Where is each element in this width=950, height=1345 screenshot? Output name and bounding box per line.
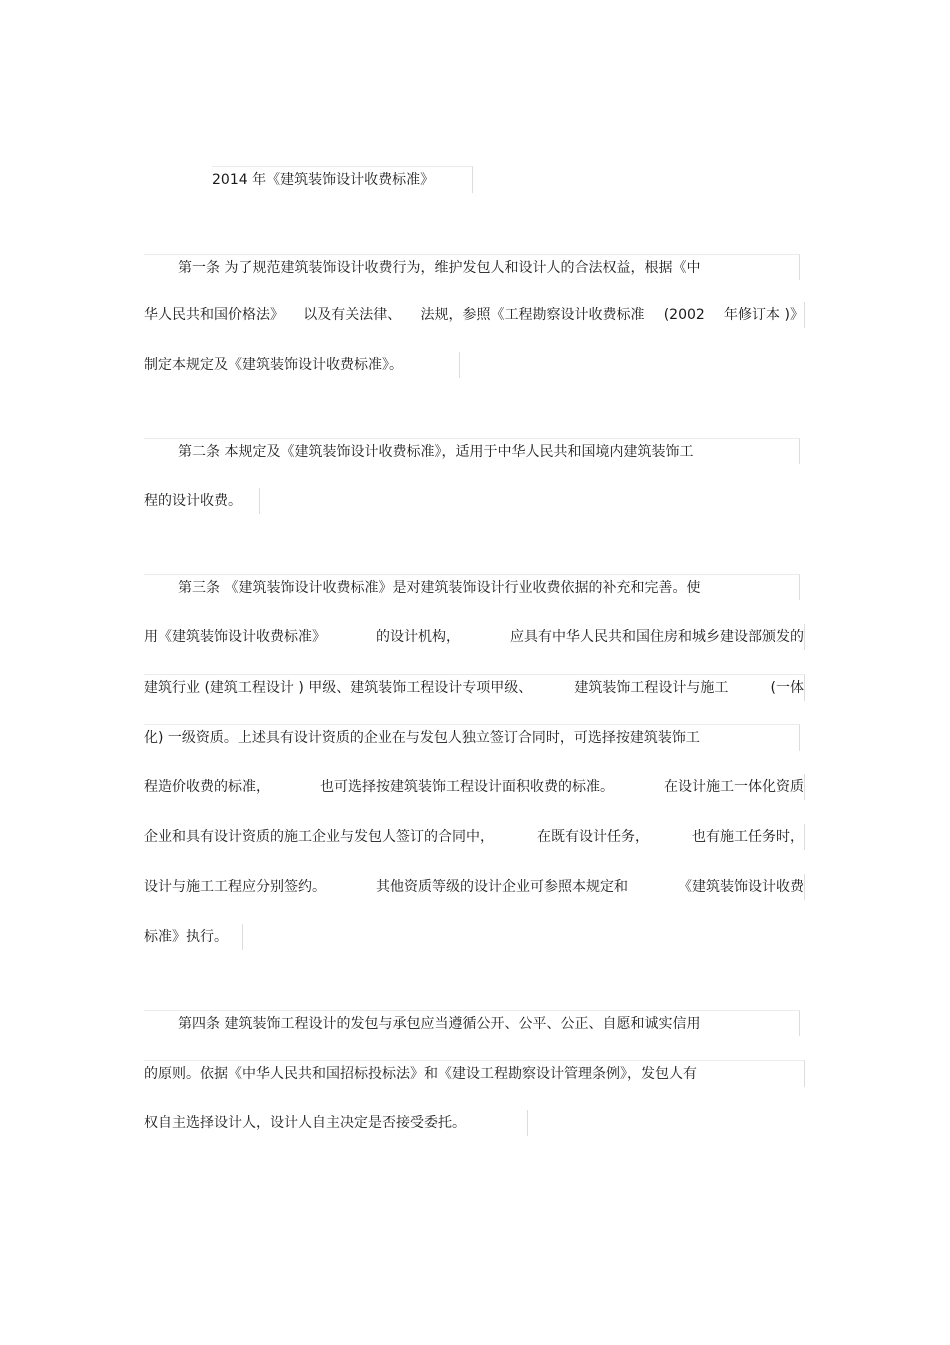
text-segment: 企业和具有设计资质的施工企业与发包人签订的合同中，: [144, 829, 494, 845]
text-segment: 设计与施工工程应分别签约。: [144, 879, 326, 895]
article-3-line: [144, 674, 805, 701]
article-4-line: [144, 1060, 805, 1087]
text-segment: 第二条 本规定及《建筑装饰设计收费标准》，适用于中华人民共和国境内建筑装饰工: [178, 443, 694, 460]
text-segment: 《建筑装饰设计收费: [678, 879, 804, 895]
text-segment: 也有施工任务时，: [692, 829, 804, 845]
article-4-line: [144, 1110, 528, 1136]
text-segment: 的设计机构，: [376, 629, 460, 645]
article-3-line: [144, 924, 243, 950]
article-1-line: [144, 302, 805, 328]
text-segment: (2002: [663, 307, 705, 323]
article-4-line: [144, 1010, 800, 1036]
text-segment: 用《建筑装饰设计收费标准》: [144, 629, 326, 645]
article-2-line: [144, 488, 260, 514]
text-segment: 在既有设计任务，: [537, 829, 649, 845]
article-2-line: [144, 438, 800, 464]
text-segment: 权自主选择设计人，设计人自主决定是否接受委托。: [144, 1115, 466, 1131]
text-segment: 建筑行业 (建筑工程设计 ) 甲级、建筑装饰工程设计专项甲级、: [144, 680, 533, 696]
text-segment: 建筑装饰工程设计与施工: [574, 680, 729, 696]
article-1-line: [144, 352, 460, 378]
document-title: 2014 年《建筑装饰设计收费标准》: [212, 166, 473, 193]
text-segment: 也可选择按建筑装饰工程设计面积收费的标准。: [320, 779, 614, 795]
text-segment: 华人民共和国价格法》: [144, 307, 284, 323]
text-segment: 应具有中华人民共和国住房和城乡建设部颁发的: [510, 629, 804, 645]
text-segment: 其他资质等级的设计企业可参照本规定和: [376, 879, 628, 895]
article-1-line: [144, 254, 800, 280]
article-3-line: [144, 574, 800, 600]
article-3-line: [144, 724, 800, 751]
text-segment: 年修订本 )》: [724, 307, 804, 323]
article-3-line: [144, 824, 805, 850]
article-3-line: [144, 774, 805, 800]
text-segment: 标准》执行。: [144, 929, 228, 945]
text-segment: 第一条 为了规范建筑装饰设计收费行为，维护发包人和设计人的合法权益，根据《中: [178, 259, 701, 276]
text-segment: 第四条 建筑装饰工程设计的发包与承包应当遵循公开、公平、公正、自愿和诚实信用: [178, 1015, 701, 1032]
text-segment: 程造价收费的标准，: [144, 779, 270, 795]
article-3-line: [144, 874, 805, 900]
text-segment: 以及有关法律、: [303, 307, 402, 323]
text-segment: 程的设计收费。: [144, 493, 242, 509]
text-segment: 的原则。依据《中华人民共和国招标投标法》和《建设工程勘察设计管理条例》，发包人有: [144, 1066, 697, 1082]
text-segment: 制定本规定及《建筑装饰设计收费标准》。: [144, 357, 403, 373]
article-3-line: [144, 624, 805, 650]
text-segment: 化) 一级资质。上述具有设计资质的企业在与发包人独立签订合同时，可选择按建筑装饰工: [144, 730, 700, 746]
text-segment: 在设计施工一体化资质: [664, 779, 804, 795]
text-segment: 法规，参照《工程勘察设计收费标准: [420, 307, 645, 323]
text-segment: (一体: [770, 680, 804, 696]
text-segment: 第三条 《建筑装饰设计收费标准》是对建筑装饰设计行业收费依据的补充和完善。使: [178, 579, 701, 596]
